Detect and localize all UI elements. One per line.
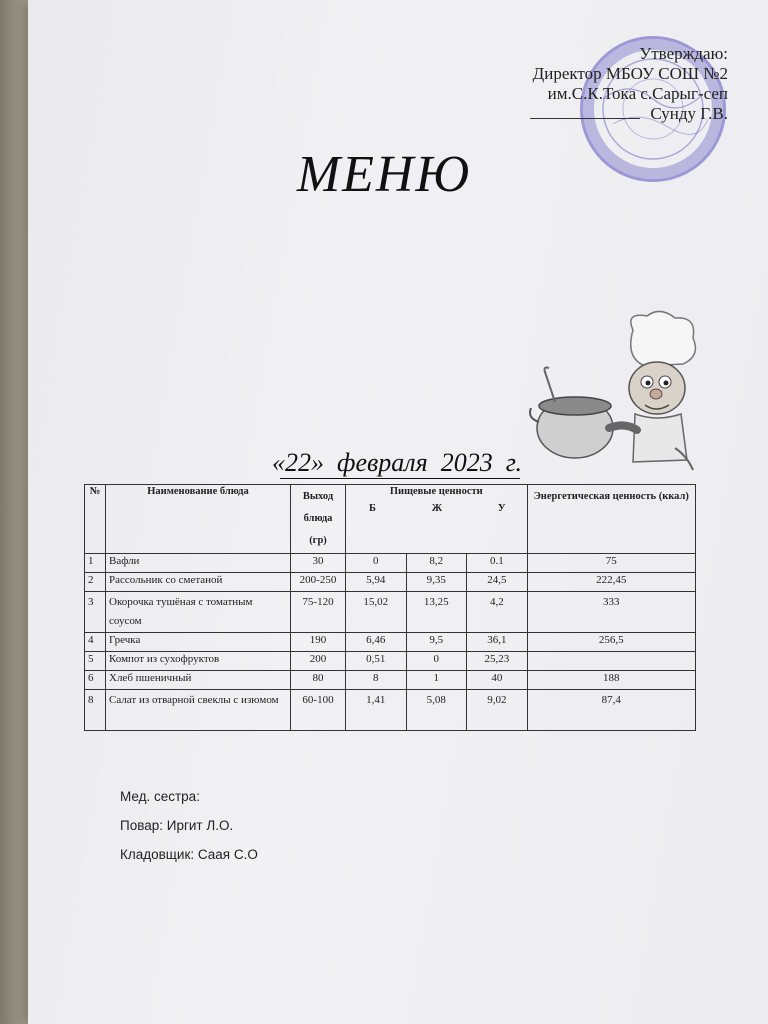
row-protein: 8 <box>346 671 407 690</box>
menu-date: «22» февраля 2023 г. <box>272 448 523 477</box>
cook-signature: Повар: Иргит Л.О. <box>120 818 234 833</box>
row-energy: 75 <box>527 554 695 573</box>
row-dish-name: Компот из сухофруктов <box>106 652 291 671</box>
table-row <box>85 633 696 652</box>
row-dish-name: Окорочка тушёная с томатным соусом <box>106 592 291 633</box>
row-number: 1 <box>85 554 106 573</box>
row-yield: 200 <box>291 652 346 671</box>
header-energy: Энергетическая ценность (ккал) <box>527 485 695 554</box>
row-number: 2 <box>85 573 106 592</box>
row-dish-name: Хлеб пшеничный <box>106 671 291 690</box>
row-yield: 80 <box>291 671 346 690</box>
row-energy: 222,45 <box>527 573 695 592</box>
row-fat: 9,35 <box>406 573 467 592</box>
approval-organization: им.С.К.Тока с.Сарыг-сеп <box>547 84 728 103</box>
row-energy: 188 <box>527 671 695 690</box>
approval-signatory: Сунду Г.В. <box>650 104 728 123</box>
row-number: 3 <box>85 592 106 633</box>
header-yield: Выход блюда (гр) <box>291 485 346 554</box>
row-yield: 60-100 <box>291 690 346 731</box>
staff-signatures <box>120 782 258 869</box>
row-number: 4 <box>85 633 106 652</box>
header-nutrition <box>346 485 528 554</box>
storekeeper-signature: Кладовщик: Саая С.О <box>120 847 258 862</box>
row-number: 6 <box>85 671 106 690</box>
header-protein: Б <box>369 503 376 514</box>
row-number: 8 <box>85 690 106 731</box>
row-fat: 9,5 <box>406 633 467 652</box>
date-underline <box>280 478 520 479</box>
row-fat: 5,08 <box>406 690 467 731</box>
row-yield: 30 <box>291 554 346 573</box>
table-row <box>85 592 696 633</box>
table-row <box>85 652 696 671</box>
header-number: № <box>85 485 106 554</box>
approval-block <box>498 44 728 124</box>
row-protein: 0,51 <box>346 652 407 671</box>
chef-with-pot-icon <box>525 310 705 475</box>
row-carbs: 9,02 <box>467 690 528 731</box>
page-title: МЕНЮ <box>296 146 472 203</box>
menu-table <box>84 484 696 731</box>
row-protein: 15,02 <box>346 592 407 633</box>
row-yield: 190 <box>291 633 346 652</box>
row-dish-name: Рассольник со сметаной <box>106 573 291 592</box>
table-row <box>85 554 696 573</box>
table-row <box>85 573 696 592</box>
row-fat: 8,2 <box>406 554 467 573</box>
row-energy: 87,4 <box>527 690 695 731</box>
row-carbs: 25,23 <box>467 652 528 671</box>
row-protein: 6,46 <box>346 633 407 652</box>
row-protein: 0 <box>346 554 407 573</box>
header-nutrition-sublabels <box>349 497 524 514</box>
header-dish-name: Наименование блюда <box>106 485 291 554</box>
table-row <box>85 690 696 731</box>
row-dish-name: Салат из отварной свеклы с изюмом <box>106 690 291 731</box>
row-fat: 0 <box>406 652 467 671</box>
row-carbs: 36,1 <box>467 633 528 652</box>
header-fat: Ж <box>431 503 443 514</box>
row-energy <box>527 652 695 671</box>
signature-line <box>530 118 640 119</box>
row-energy: 256,5 <box>527 633 695 652</box>
row-carbs: 0.1 <box>467 554 528 573</box>
row-dish-name: Гречка <box>106 633 291 652</box>
menu-table-body <box>85 554 696 731</box>
row-number: 5 <box>85 652 106 671</box>
header-nutrition-label: Пищевые ценности <box>389 486 483 497</box>
approval-heading: Утверждаю: <box>639 44 728 63</box>
row-carbs: 40 <box>467 671 528 690</box>
row-fat: 1 <box>406 671 467 690</box>
row-carbs: 4,2 <box>467 592 528 633</box>
row-protein: 1,41 <box>346 690 407 731</box>
row-yield: 75-120 <box>291 592 346 633</box>
row-carbs: 24,5 <box>467 573 528 592</box>
header-carbs: У <box>497 503 506 514</box>
row-yield: 200-250 <box>291 573 346 592</box>
row-dish-name: Вафли <box>106 554 291 573</box>
nurse-signature: Мед. сестра: <box>120 789 200 804</box>
table-row <box>85 671 696 690</box>
approval-position: Директор МБОУ СОШ №2 <box>532 64 728 83</box>
table-header-row <box>85 485 696 554</box>
row-fat: 13,25 <box>406 592 467 633</box>
row-energy: 333 <box>527 592 695 633</box>
row-protein: 5,94 <box>346 573 407 592</box>
